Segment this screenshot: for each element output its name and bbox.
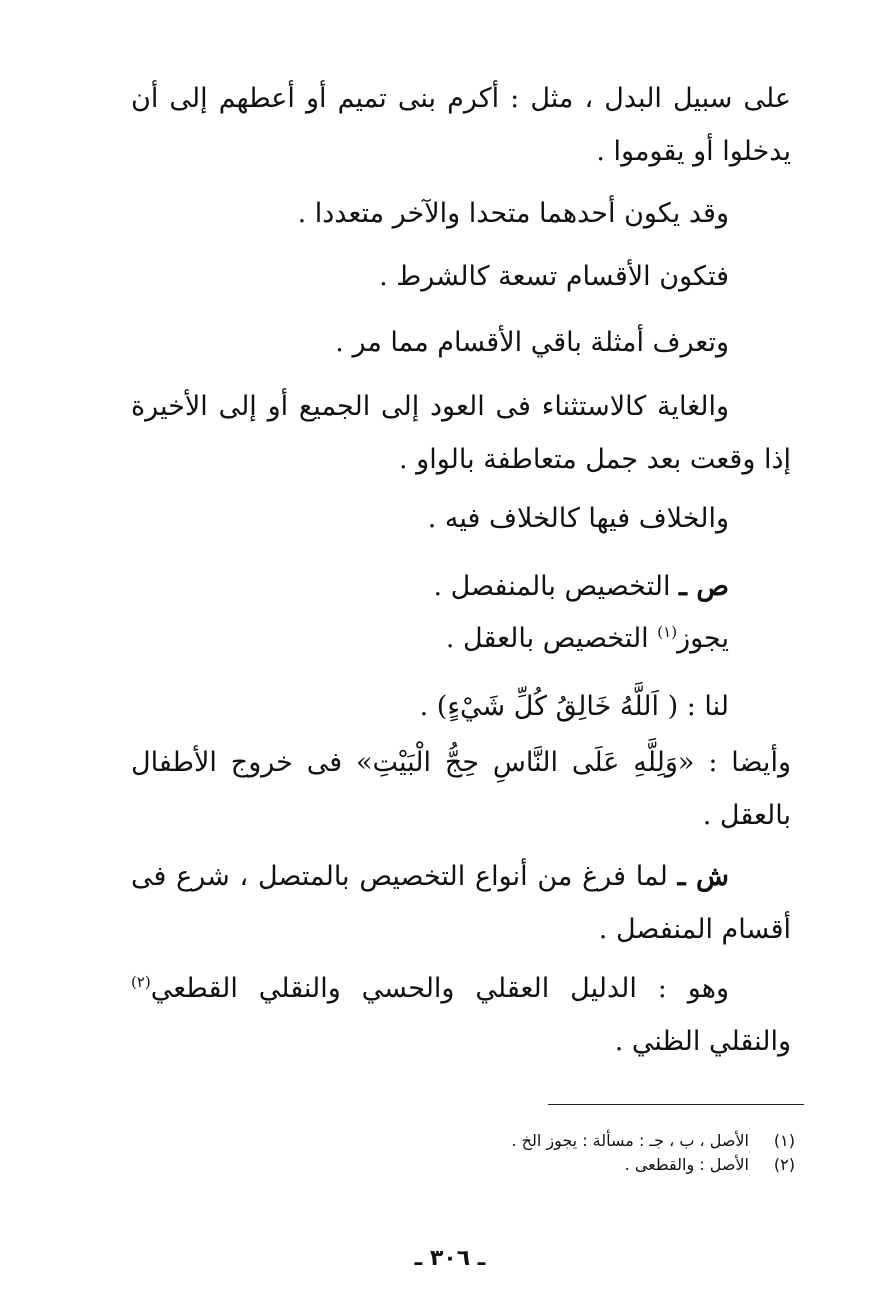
matn-proof-1 xyxy=(131,680,729,733)
page-number: ـ ٣٠٦ ـ xyxy=(414,1246,486,1271)
footnote-ref-1: (١) xyxy=(657,623,678,641)
sharh-text: لما فرغ من أنواع التخصيص بالمتصل ، شرع فى أقسام المنفصل . xyxy=(131,861,791,945)
matn-heading xyxy=(131,560,729,613)
paragraph-one-unified: وقد يكون أحدهما متحدا والآخر متعددا . xyxy=(297,198,729,229)
footnote-1-text: الأصل ، ب ، جـ : مسألة : يجوز الخ . xyxy=(511,1131,749,1150)
paragraph-continuation: على سبيل البدل ، مثل : أكرم بنى تميم أو أعطهم إلى أن يدخلوا أو يقوموا . xyxy=(131,83,791,167)
footnote-1 xyxy=(415,1129,795,1153)
footnote-ref-2: (٢) xyxy=(131,973,151,991)
sharh-line2-after: والنقلي الظني . xyxy=(614,1026,791,1057)
paragraph-examples: وتعرف أمثلة باقي الأقسام مما مر . xyxy=(335,327,729,358)
footnote-2-text: الأصل : والقطعى . xyxy=(624,1155,749,1174)
matn-ruling xyxy=(131,612,729,665)
paragraph-ghaya xyxy=(131,380,791,486)
matn-marker: ص ـ xyxy=(679,571,729,602)
sharh-paragraph xyxy=(131,850,791,956)
paragraph-ghaya-text: والغاية كالاستثناء فى العود إلى الجميع أو إلى الأخيرة إذا وقعت بعد جمل متعاطفة بالواو . xyxy=(131,391,791,475)
paragraph-disagreement: والخلاف فيها كالخلاف فيه . xyxy=(427,503,729,534)
matn-ruling-after: التخصيص بالعقل . xyxy=(445,623,649,654)
matn-proof-2: وأيضا : «وَلِلَّهِ عَلَى النَّاسِ حِجُّ الْبَيْتِ» فى خروج الأطفال بالعقل . xyxy=(131,747,791,831)
quran-quote-1: ( اَللَّهُ خَالِقُ كُلِّ شَيْءٍ) . xyxy=(419,691,679,722)
sharh-marker: ش ـ xyxy=(677,861,729,892)
sharh-paragraph-2 xyxy=(131,962,791,1068)
footnote-1-number: (١) xyxy=(773,1131,795,1150)
footnote-2-number: (٢) xyxy=(773,1155,795,1174)
sharh-line2-before: وهو : الدليل العقلي والحسي والنقلي القطعي xyxy=(150,973,729,1004)
matn-heading-text: التخصيص بالمنفصل . xyxy=(433,571,671,602)
paragraph-nine-divisions: فتكون الأقسام تسعة كالشرط . xyxy=(379,261,729,292)
proof1-intro: لنا : xyxy=(686,691,729,722)
footnote-2 xyxy=(415,1153,795,1177)
matn-ruling-before: يجوز xyxy=(677,623,729,654)
footnote-separator xyxy=(548,1104,804,1105)
